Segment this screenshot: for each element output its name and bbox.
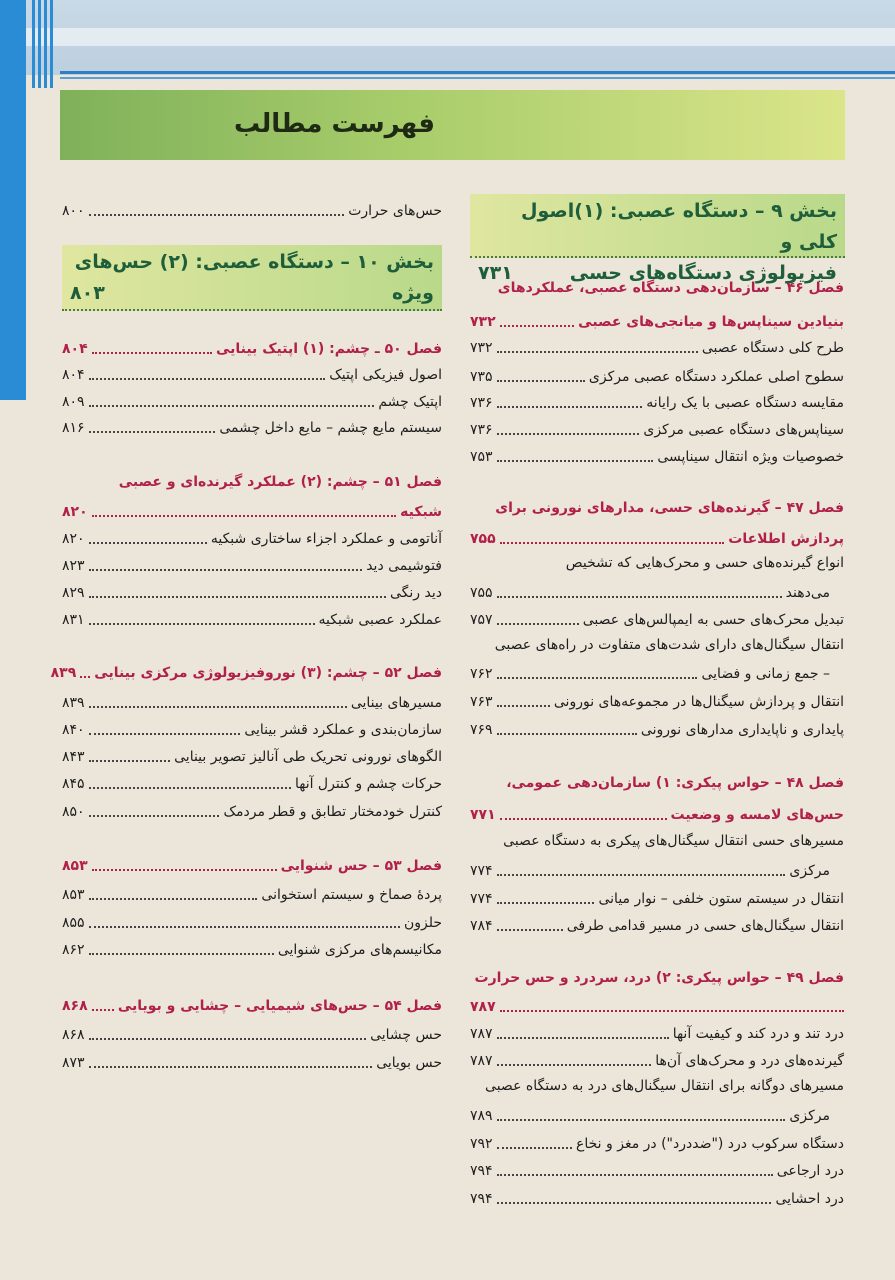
ch52-title-row <box>50 660 442 686</box>
toc-row: سطوح اصلی عملکرد دستگاه عصبی مرکزی ۷۳۵ <box>470 369 844 385</box>
part-9-line2: فیزیولوژی دستگاه‌های حسی <box>569 262 837 284</box>
toc-entry-line1: انواع گیرنده‌های حسی و محرک‌هایی که تشخیص <box>565 555 844 571</box>
ch47-title-line1: فصل ۴۷ – گیرنده‌های حسی، مدارهای نورونی برای <box>495 500 844 516</box>
toc-row: طرح کلی دستگاه عصبی ۷۳۲ <box>470 340 844 356</box>
ch46-page: ۷۳۲ <box>470 314 496 330</box>
toc-row: حرکات چشم و کنترل آنها ۸۴۵ <box>62 776 442 792</box>
ch46-title-line2: بنیادین سیناپس‌ها و میانجی‌های عصبی <box>578 314 844 330</box>
ch48-title-row <box>470 802 844 828</box>
ch50-title: فصل ۵۰ ـ چشم: (۱) اپتیک بینایی <box>215 341 442 357</box>
ch51-page: ۸۲۰ <box>62 504 88 520</box>
ch47-page: ۷۵۵ <box>470 531 496 547</box>
ch47-title-row <box>470 526 844 552</box>
toc-row: حس‌های حرارت ۸۰۰ <box>62 203 442 219</box>
toc-row: دید رنگی ۸۲۹ <box>62 585 442 601</box>
toc-row: فتوشیمی دید ۸۲۳ <box>62 558 442 574</box>
part-10-heading <box>62 245 442 311</box>
ch48-title-line2: حس‌های لامسه و وضعیت <box>670 807 844 823</box>
toc-row: درد احشایی ۷۹۴ <box>470 1191 844 1207</box>
toc-row: کنترل خودمختار تطابق و قطر مردمک ۸۵۰ <box>62 804 442 820</box>
ch53-title-row <box>62 853 442 879</box>
toc-row: دستگاه سرکوب درد ("ضددرد") در مغز و نخاع ۷۹۲ <box>470 1136 844 1152</box>
ch49-page: ۷۸۷ <box>470 999 496 1015</box>
toc-row: حس چشایی ۸۶۸ <box>62 1027 442 1043</box>
ch48-title-line1: فصل ۴۸ – حواس پیکری: ۱) سازمان‌دهی عمومی، <box>506 775 844 791</box>
toc-row: انتقال سیگنال‌های حسی در مسیر قدامی طرفی ۷۸۴ <box>470 918 844 934</box>
ch53-title: فصل ۵۳ – حس شنوایی <box>280 858 442 874</box>
ch52-title: فصل ۵۲ – چشم: (۳) نوروفیزیولوژی مرکزی بینایی <box>94 665 442 681</box>
left-blue-bar <box>0 0 26 400</box>
ch51-title-line2: شبکیه <box>400 504 442 520</box>
toc-row: سازمان‌بندی و عملکرد قشر بینایی ۸۴۰ <box>62 722 442 738</box>
ch54-title: فصل ۵۴ – حس‌های شیمیایی – چشایی و بویایی <box>117 998 442 1014</box>
ch53-page: ۸۵۳ <box>62 858 88 874</box>
toc-row: مقایسه دستگاه عصبی با یک رایانه ۷۳۶ <box>470 395 844 411</box>
toc-row: سیستم مایع چشم – مایع داخل چشمی ۸۱۶ <box>62 420 442 436</box>
ch46-title-line1: فصل ۴۶ – سازمان‌دهی دستگاه عصبی، عملکردهای <box>497 280 844 296</box>
ch47-title-line2: پردازش اطلاعات <box>728 531 844 547</box>
part-10-page: ۸۰۳ <box>70 282 105 304</box>
toc-row: – جمع زمانی و فضایی ۷۶۲ <box>470 666 830 682</box>
toc-row: می‌دهند ۷۵۵ <box>470 585 830 601</box>
toc-entry-line1: مسیرهای حسی انتقال سیگنال‌های پیکری به دستگاه عصبی <box>503 833 844 849</box>
toc-row: سیناپس‌های دستگاه عصبی مرکزی ۷۳۶ <box>470 422 844 438</box>
toc-row: مرکزی ۷۸۹ <box>470 1108 830 1124</box>
toc-row: آناتومی و عملکرد اجزاء ساختاری شبکیه ۸۲۰ <box>62 531 442 547</box>
toc-row: اپتیک چشم ۸۰۹ <box>62 394 442 410</box>
toc-row: پردهٔ صماخ و سیستم استخوانی ۸۵۳ <box>62 887 442 903</box>
part-9-page: ۷۳۱ <box>478 262 513 284</box>
toc-row: درد تند و درد کند و کیفیت آنها ۷۸۷ <box>470 1026 844 1042</box>
toc-row: اصول فیزیکی اپتیک ۸۰۴ <box>62 367 442 383</box>
toc-row: انتقال و پردازش سیگنال‌ها در مجموعه‌های نورونی ۷۶۳ <box>470 694 844 710</box>
part-10-line1: بخش ۱۰ – دستگاه عصبی: (۲) حس‌های <box>74 251 434 273</box>
toc-entry-line1: انتقال سیگنال‌های دارای شدت‌های متفاوت در راه‌های عصبی <box>494 637 844 653</box>
toc-row: حلزون ۸۵۵ <box>62 915 442 931</box>
toc-row: مکانیسم‌های مرکزی شنوایی ۸۶۲ <box>62 942 442 958</box>
part-10-line2: ویژه <box>392 282 434 304</box>
ch54-title-row <box>62 993 442 1019</box>
ch54-page: ۸۶۸ <box>62 998 88 1014</box>
toc-row: درد ارجاعی ۷۹۴ <box>470 1163 844 1179</box>
ch49-title-row <box>470 994 844 1020</box>
toc-row: خصوصیات ویژه انتقال سیناپسی ۷۵۳ <box>470 449 844 465</box>
ch48-page: ۷۷۱ <box>470 807 496 823</box>
right-column <box>470 0 844 1280</box>
toc-entry-line1: مسیرهای دوگانه برای انتقال سیگنال‌های درد به دستگاه عصبی <box>485 1078 844 1094</box>
toc-row: تبدیل محرک‌های حسی به ایمپالس‌های عصبی ۷۵۷ <box>470 612 844 628</box>
toc-row: حس بویایی ۸۷۳ <box>62 1055 442 1071</box>
ch51-title-line1: فصل ۵۱ – چشم: (۲) عملکرد گیرنده‌ای و عصبی <box>118 474 442 490</box>
left-stripes <box>32 0 56 88</box>
toc-row: الگوهای نورونی تحریک طی آنالیز تصویر بینایی ۸۴۳ <box>62 749 442 765</box>
ch50-page: ۸۰۴ <box>62 341 88 357</box>
ch51-title-row <box>62 499 442 525</box>
ch50-title-row <box>62 336 442 362</box>
toc-row: گیرنده‌های درد و محرک‌های آن‌ها ۷۸۷ <box>470 1053 844 1069</box>
toc-row: مرکزی ۷۷۴ <box>470 863 830 879</box>
toc-row: مسیرهای بینایی ۸۳۹ <box>62 695 442 711</box>
ch46-title-row <box>470 309 844 335</box>
toc-row: عملکرد عصبی شبکیه ۸۳۱ <box>62 612 442 628</box>
page-title: فهرست مطالب <box>234 109 435 139</box>
left-column <box>50 0 442 1280</box>
part-9-line1: بخش ۹ – دستگاه عصبی: (۱)اصول کلی و <box>520 200 837 253</box>
toc-row: انتقال در سیستم ستون خلفی – نوار میانی ۷۷۴ <box>470 891 844 907</box>
ch52-page: ۸۳۹ <box>50 665 77 681</box>
toc-row: پایداری و ناپایداری مدارهای نورونی ۷۶۹ <box>470 722 844 738</box>
ch49-title-line1: فصل ۴۹ – حواس پیکری: ۲) درد، سردرد و حس حرارت <box>474 970 844 986</box>
